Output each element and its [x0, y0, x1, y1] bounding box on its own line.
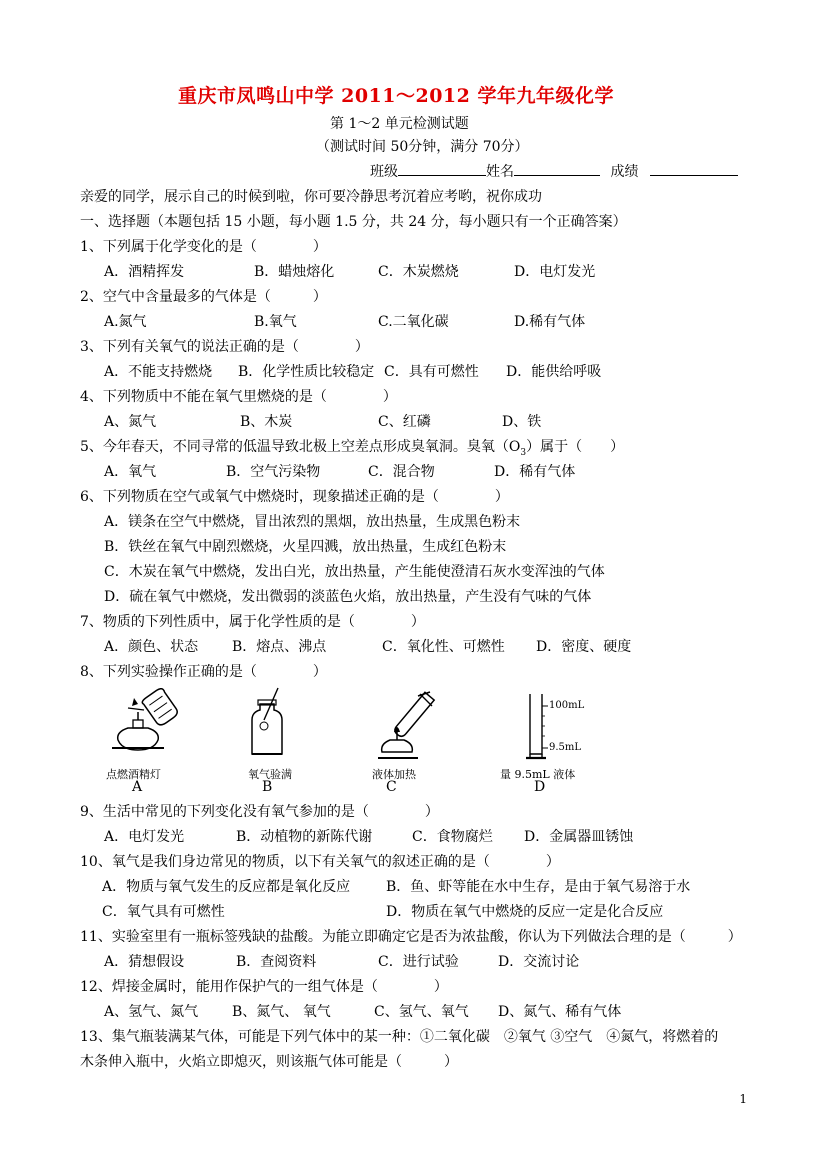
option-d[interactable]: D．物质在氧气中燃烧的反应一定是化合反应: [386, 904, 664, 920]
option-d[interactable]: D．电灯发光: [514, 264, 596, 280]
name-blank[interactable]: [514, 161, 600, 176]
question-stem: 12、焊接金属时，能用作保护气的一组气体是（ ）: [80, 979, 448, 995]
option-a[interactable]: A．物质与氧气发生的反应都是氧化反应: [102, 879, 351, 895]
question-stem: 5、今年春天，不同寻常的低温导致北极上空差点形成臭氧洞。臭氧$(O_3)$属于（ ）: [80, 439, 625, 458]
option-b[interactable]: B．化学性质比较稳定: [238, 364, 375, 380]
option-d[interactable]: D、氮气、稀有气体: [498, 1004, 622, 1020]
option-a[interactable]: A．镁条在空气中燃烧，冒出浓烈的黑烟，放出热量，生成黑色粉末: [104, 514, 521, 530]
class-label: 班级: [370, 164, 398, 180]
option-a[interactable]: A、氢气、氮气: [104, 1004, 199, 1020]
option-c[interactable]: C．混合物: [368, 464, 435, 480]
option-a[interactable]: A．颜色、状态: [104, 639, 199, 655]
option-b[interactable]: B.氧气: [254, 314, 297, 330]
figure-b-label: 氧气验满: [248, 768, 292, 781]
alcohol-lamp-figure: [104, 688, 188, 764]
option-b[interactable]: B．鱼、虾等能在水中生存，是由于氧气易溶于水: [386, 879, 691, 895]
question-stem: 2、空气中含量最多的气体是（ ）: [80, 289, 327, 305]
option-b[interactable]: B．空气污染物: [226, 464, 321, 480]
question-stem-continued: 木条伸入瓶中，火焰立即熄灭，则该瓶气体可能是（ ）: [80, 1054, 458, 1070]
question-stem: 6、下列物质在空气或氧气中燃烧时，现象描述正确的是（ ）: [80, 489, 509, 505]
cylinder-volume-mark: 9.5mL: [549, 742, 582, 753]
figure-d-label: 量 9.5mL 液体: [500, 768, 576, 781]
option-c[interactable]: C．具有可燃性: [384, 364, 479, 380]
option-c[interactable]: C．氧气具有可燃性: [102, 904, 225, 920]
option-d[interactable]: D．稀有气体: [494, 464, 576, 480]
question-stem: 8、下列实验操作正确的是（ ）: [80, 664, 327, 680]
graduated-cylinder-figure: [524, 692, 550, 764]
question-stem: 4、下列物质中不能在氧气里燃烧的是（ ）: [80, 389, 397, 405]
option-c[interactable]: C、氢气、氧气: [374, 1004, 469, 1020]
question-stem: 3、下列有关氧气的说法正确的是（ ）: [80, 339, 369, 355]
question-stem: 13、集气瓶装满某气体，可能是下列气体中的某一种：①二氧化碳 ②氧气 ③空气 ④氮气，将燃着的: [80, 1029, 719, 1045]
option-a[interactable]: A．氧气: [104, 464, 157, 480]
score-label: 成绩: [610, 164, 639, 180]
name-label: 姓名: [486, 164, 514, 180]
figure-c-letter: C: [386, 779, 397, 795]
question-stem: 7、物质的下列性质中，属于化学性质的是（ ）: [80, 614, 425, 630]
class-blank[interactable]: [398, 161, 486, 176]
exam-subtitle: 第 1～2 单元检测试题: [330, 116, 469, 132]
question-stem: 11、实验室里有一瓶标签残缺的盐酸。为能立即确定它是否为浓盐酸，你认为下列做法合理的是（ ）: [80, 929, 742, 945]
option-a[interactable]: A．猜想假设: [104, 954, 185, 970]
option-a[interactable]: A.氮气: [104, 314, 147, 330]
option-b[interactable]: B．铁丝在氧气中剧烈燃烧，火星四溅，放出热量，生成红色粉末: [104, 539, 507, 555]
option-d[interactable]: D．硫在氧气中燃烧，发出微弱的淡蓝色火焰，放出热量，产生没有气味的气体: [104, 589, 592, 605]
option-b[interactable]: B．动植物的新陈代谢: [236, 829, 373, 845]
option-c[interactable]: C．木炭在氧气中燃烧，发出白光，放出热量，产生能使澄清石灰水变浑浊的气体: [104, 564, 605, 580]
option-d[interactable]: D、铁: [502, 414, 542, 430]
option-d[interactable]: D．交流讨论: [498, 954, 580, 970]
score-blank[interactable]: [650, 161, 738, 176]
page-title: 重庆市凤鸣山中学 2011～2012 学年九年级化学: [178, 85, 614, 107]
figure-b-letter: B: [262, 779, 273, 795]
liquid-heating-figure: [374, 690, 444, 764]
option-d[interactable]: D．密度、硬度: [536, 639, 632, 655]
question-stem: 10、氧气是我们身边常见的物质，以下有关氧气的叙述正确的是（ ）: [80, 854, 560, 870]
option-c[interactable]: C.二氧化碳: [378, 314, 449, 330]
option-d[interactable]: D.稀有气体: [514, 314, 586, 330]
exam-time-info: （测试时间 50分钟，满分 70分）: [316, 139, 529, 155]
figure-a-letter: A: [132, 779, 143, 795]
option-c[interactable]: C．木炭燃烧: [378, 264, 459, 280]
option-a[interactable]: A．不能支持燃烧: [104, 364, 213, 380]
student-info-row: [370, 161, 738, 181]
option-c[interactable]: C．进行试验: [378, 954, 459, 970]
question-stem: 9、生活中常见的下列变化没有氧气参加的是（ ）: [80, 804, 439, 820]
option-d[interactable]: D．金属器皿锈蚀: [524, 829, 634, 845]
option-d[interactable]: D．能供给呼吸: [506, 364, 602, 380]
option-b[interactable]: B．熔点、沸点: [232, 639, 327, 655]
question-stem: 1、下列属于化学变化的是（ ）: [80, 239, 327, 255]
gas-bottle-figure: [244, 686, 290, 762]
option-a[interactable]: A、氮气: [104, 414, 157, 430]
option-a[interactable]: A．电灯发光: [104, 829, 185, 845]
figure-a-label: 点燃酒精灯: [106, 768, 161, 781]
option-b[interactable]: B．查阅资料: [236, 954, 317, 970]
page-number: 1: [739, 1092, 747, 1106]
intro-text: 亲爱的同学，展示自己的时候到啦，你可要冷静思考沉着应考哟，祝你成功: [80, 189, 542, 205]
option-a[interactable]: A．酒精挥发: [104, 264, 185, 280]
option-c[interactable]: C．氧化性、可燃性: [382, 639, 505, 655]
section-heading: 一、选择题（本题包括 15 小题，每小题 1.5 分，共 24 分，每小题只有一个正确答案）: [80, 214, 627, 230]
figure-c-label: 液体加热: [372, 768, 416, 781]
option-b[interactable]: B、木炭: [240, 414, 293, 430]
option-b[interactable]: B．蜡烛熔化: [254, 264, 335, 280]
option-c[interactable]: C．食物腐烂: [412, 829, 493, 845]
figure-d-letter: D: [534, 779, 546, 795]
option-c[interactable]: C、红磷: [378, 414, 431, 430]
option-b[interactable]: B、氮气、 氧气: [232, 1004, 331, 1020]
cylinder-top-mark: 100mL: [549, 700, 585, 711]
